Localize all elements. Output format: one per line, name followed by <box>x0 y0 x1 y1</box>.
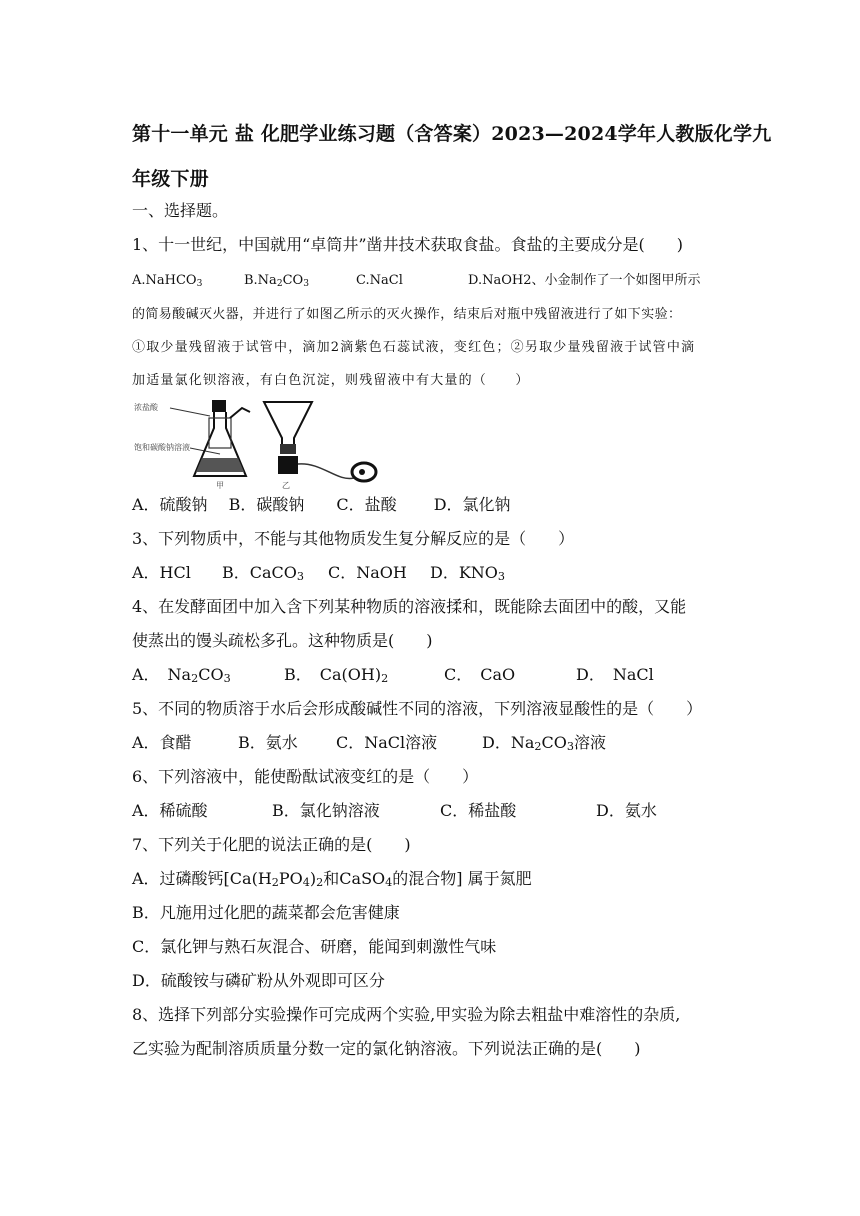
label-yi: 乙 <box>282 481 290 490</box>
q3-option-d: D．$KNO_3$ <box>430 563 506 583</box>
q3-option-a: A．HCl <box>132 563 191 582</box>
q3-option-c: C．NaOH <box>328 563 407 582</box>
q3-option-b: B．CaCO$_3$ <box>222 563 305 583</box>
q6-option-a: A．稀硫酸 <box>132 801 208 820</box>
q7-option-b: B．凡施用过化肥的蔬菜都会危害健康 <box>132 903 400 922</box>
q4-option-c: C． CaO <box>444 665 516 684</box>
section-heading: 一、选择题。 <box>132 201 229 220</box>
q5-option-b: B．氨水 <box>238 733 298 752</box>
q5-option-c: C．NaCl溶液 <box>336 733 438 752</box>
question-4-line-2: 使蒸出的馒头疏松多孔。这种物质是( ) <box>132 631 433 650</box>
label-jia: 甲 <box>216 481 224 490</box>
question-3-stem: 3、下列物质中，不能与其他物质发生复分解反应的是（ ） <box>132 529 575 548</box>
question-1-stem: 1、十一世纪，中国就用“卓筒井”凿井技术获取食盐。食盐的主要成分是( ) <box>132 235 684 254</box>
q6-option-d: D．氨水 <box>596 801 657 820</box>
question-4-line-1: 4、在发酵面团中加入含下列某种物质的溶液揉和，既能除去面团中的酸，又能 <box>132 597 687 616</box>
q7-option-c: C．氯化钾与熟石灰混合、研磨，能闻到刺激性气味 <box>132 937 497 956</box>
question-1-options <box>132 270 700 292</box>
q4-option-d: D． NaCl <box>576 665 654 684</box>
q4-option-b: B． $Ca(OH)_2$ <box>284 665 389 685</box>
q7-option-a: A．过磷酸钙[$Ca(H_2PO_4)_2$和CaSO$_4$的混合物] 属于氮肥 <box>132 869 532 889</box>
figure-jia <box>134 400 250 490</box>
document-title: 第十一单元 盐 化肥学业练习题（含答案）2023—2024学年人教版化学九年级下册 <box>132 123 772 190</box>
label-base: 饱和碳酸钠溶液 <box>134 443 190 452</box>
question-3-options <box>132 562 505 584</box>
extinguisher-figure <box>132 398 382 490</box>
q5-option-a: A．食醋 <box>132 733 192 752</box>
question-4-options <box>132 664 654 686</box>
q5-option-d: D．$Na_2CO_3$溶液 <box>482 733 606 753</box>
q7-option-d: D．硫酸铵与磷矿粉从外观即可区分 <box>132 971 385 990</box>
q1-option-b: $B.Na_2CO_3$ <box>244 273 310 289</box>
question-5-stem: 5、不同的物质溶于水后会形成酸碱性不同的溶液，下列溶液显酸性的是（ ） <box>132 699 703 718</box>
question-6-stem: 6、下列溶液中，能使酚酞试液变红的是（ ） <box>132 767 479 786</box>
q6-option-b: B．氯化钠溶液 <box>272 801 380 820</box>
q6-option-c: C．稀盐酸 <box>440 801 517 820</box>
label-acid: 浓盐酸 <box>134 403 158 412</box>
question-8-line-1: 8、选择下列部分实验操作可完成两个实验,甲实验为除去粗盐中难溶性的杂质, <box>132 1005 681 1024</box>
question-5-options <box>132 732 606 754</box>
q1-option-a: A.NaHCO$_3$ <box>132 273 203 289</box>
question-8-line-2: 乙实验为配制溶质质量分数一定的氯化钠溶液。下列说法正确的是( ) <box>132 1039 641 1058</box>
q1-option-c: C.NaCl <box>356 273 403 288</box>
figure-yi <box>264 402 376 490</box>
question-6-options <box>132 800 657 822</box>
question-2-line-4: 加适量氯化钡溶液，有白色沉淀，则残留液中有大量的（ ） <box>132 373 530 388</box>
question-2-line-3: ①取少量残留液于试管中，滴加2滴紫色石蕊试液，变红色；②另取少量残留液于试管中滴 <box>132 340 696 355</box>
question-2-options: A．硫酸钠 B．碳酸钠 C．盐酸 D．氯化钠 <box>132 495 511 514</box>
q4-option-a: A． $Na_2CO_3$ <box>132 665 231 685</box>
q1-option-d: D.NaOH2、小金制作了一个如图甲所示 <box>468 273 701 288</box>
question-7-stem: 7、下列关于化肥的说法正确的是( ) <box>132 835 411 854</box>
question-2-line-2: 的简易酸碱灭火器，并进行了如图乙所示的灭火操作，结束后对瓶中残留液进行了如下实验： <box>132 307 682 322</box>
